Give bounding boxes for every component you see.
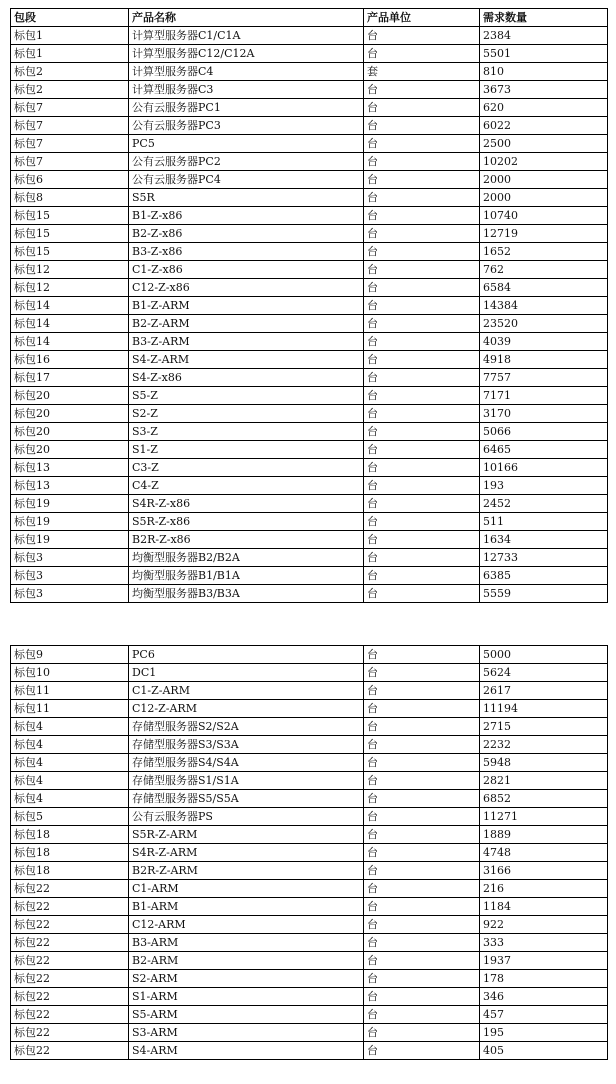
cell-product-name: 公有云服务器PC1 (129, 99, 364, 117)
cell-package: 标包15 (11, 243, 129, 261)
cell-product-name: C12-ARM (129, 916, 364, 934)
table-row (11, 477, 608, 495)
table-row (11, 682, 608, 700)
cell-quantity: 457 (480, 1006, 608, 1024)
table-row (11, 351, 608, 369)
cell-unit: 套 (364, 63, 480, 81)
cell-quantity: 4039 (480, 333, 608, 351)
cell-package: 标包2 (11, 81, 129, 99)
table-row (11, 225, 608, 243)
cell-quantity: 193 (480, 477, 608, 495)
cell-package: 标包1 (11, 45, 129, 63)
table-row (11, 243, 608, 261)
cell-package: 标包7 (11, 135, 129, 153)
table-row (11, 207, 608, 225)
cell-unit: 台 (364, 567, 480, 585)
table-row (11, 81, 608, 99)
cell-quantity: 762 (480, 261, 608, 279)
cell-unit: 台 (364, 189, 480, 207)
table-row (11, 567, 608, 585)
header-product-name: 产品名称 (129, 9, 364, 27)
cell-quantity: 3166 (480, 862, 608, 880)
cell-quantity: 620 (480, 99, 608, 117)
table-row (11, 862, 608, 880)
cell-quantity: 12733 (480, 549, 608, 567)
cell-quantity: 405 (480, 1042, 608, 1060)
cell-unit: 台 (364, 880, 480, 898)
cell-unit: 台 (364, 700, 480, 718)
table-row (11, 646, 608, 664)
cell-product-name: C1-ARM (129, 880, 364, 898)
demand-table-part-1 (10, 8, 607, 603)
cell-product-name: C1-Z-x86 (129, 261, 364, 279)
cell-unit: 台 (364, 477, 480, 495)
cell-unit: 台 (364, 225, 480, 243)
table-row (11, 736, 608, 754)
cell-unit: 台 (364, 754, 480, 772)
cell-product-name: S4-Z-ARM (129, 351, 364, 369)
cell-product-name: S4-ARM (129, 1042, 364, 1060)
cell-product-name: B2-ARM (129, 952, 364, 970)
cell-product-name: S5R (129, 189, 364, 207)
cell-package: 标包22 (11, 1024, 129, 1042)
table-row (11, 315, 608, 333)
cell-product-name: B1-Z-ARM (129, 297, 364, 315)
header-unit: 产品单位 (364, 9, 480, 27)
cell-quantity: 810 (480, 63, 608, 81)
cell-product-name: 均衡型服务器B1/B1A (129, 567, 364, 585)
cell-quantity: 5000 (480, 646, 608, 664)
cell-product-name: B1-ARM (129, 898, 364, 916)
cell-quantity: 2500 (480, 135, 608, 153)
cell-unit: 台 (364, 790, 480, 808)
cell-product-name: B3-Z-ARM (129, 333, 364, 351)
cell-product-name: C12-Z-x86 (129, 279, 364, 297)
table-row (11, 718, 608, 736)
cell-package: 标包4 (11, 754, 129, 772)
cell-product-name: 存储型服务器S3/S3A (129, 736, 364, 754)
cell-product-name: S3-ARM (129, 1024, 364, 1042)
cell-package: 标包3 (11, 549, 129, 567)
cell-quantity: 3170 (480, 405, 608, 423)
cell-package: 标包4 (11, 718, 129, 736)
cell-package: 标包1 (11, 27, 129, 45)
table-row (11, 297, 608, 315)
cell-quantity: 5501 (480, 45, 608, 63)
table-row (11, 333, 608, 351)
cell-unit: 台 (364, 898, 480, 916)
cell-unit: 台 (364, 99, 480, 117)
cell-package: 标包20 (11, 423, 129, 441)
cell-unit: 台 (364, 81, 480, 99)
cell-package: 标包12 (11, 279, 129, 297)
cell-unit: 台 (364, 405, 480, 423)
cell-product-name: B2R-Z-ARM (129, 862, 364, 880)
cell-package: 标包11 (11, 700, 129, 718)
cell-product-name: C1-Z-ARM (129, 682, 364, 700)
cell-package: 标包22 (11, 952, 129, 970)
cell-unit: 台 (364, 495, 480, 513)
cell-product-name: B2-Z-ARM (129, 315, 364, 333)
cell-product-name: S5-ARM (129, 1006, 364, 1024)
table-row (11, 153, 608, 171)
cell-package: 标包7 (11, 117, 129, 135)
table-row (11, 171, 608, 189)
cell-quantity: 10166 (480, 459, 608, 477)
cell-quantity: 1184 (480, 898, 608, 916)
cell-quantity: 4918 (480, 351, 608, 369)
cell-unit: 台 (364, 808, 480, 826)
table-body (11, 646, 608, 1060)
cell-quantity: 14384 (480, 297, 608, 315)
cell-quantity: 1937 (480, 952, 608, 970)
table-row (11, 279, 608, 297)
cell-unit: 台 (364, 862, 480, 880)
table-row (11, 99, 608, 117)
cell-quantity: 195 (480, 1024, 608, 1042)
cell-unit: 台 (364, 531, 480, 549)
cell-quantity: 2232 (480, 736, 608, 754)
cell-unit: 台 (364, 279, 480, 297)
cell-product-name: 计算型服务器C12/C12A (129, 45, 364, 63)
cell-unit: 台 (364, 207, 480, 225)
cell-package: 标包5 (11, 808, 129, 826)
cell-product-name: S4-Z-x86 (129, 369, 364, 387)
cell-product-name: S4R-Z-x86 (129, 495, 364, 513)
cell-product-name: S5R-Z-ARM (129, 826, 364, 844)
cell-unit: 台 (364, 135, 480, 153)
cell-quantity: 5559 (480, 585, 608, 603)
cell-package: 标包22 (11, 880, 129, 898)
cell-package: 标包12 (11, 261, 129, 279)
table-row (11, 988, 608, 1006)
table-row (11, 826, 608, 844)
cell-package: 标包22 (11, 1006, 129, 1024)
table-row (11, 495, 608, 513)
cell-quantity: 4748 (480, 844, 608, 862)
cell-unit: 台 (364, 117, 480, 135)
cell-unit: 台 (364, 441, 480, 459)
cell-package: 标包13 (11, 459, 129, 477)
cell-quantity: 5624 (480, 664, 608, 682)
cell-product-name: 均衡型服务器B3/B3A (129, 585, 364, 603)
cell-quantity: 1889 (480, 826, 608, 844)
cell-package: 标包7 (11, 153, 129, 171)
table-row (11, 45, 608, 63)
cell-product-name: S2-ARM (129, 970, 364, 988)
table-row (11, 387, 608, 405)
table-row (11, 898, 608, 916)
cell-product-name: S1-ARM (129, 988, 364, 1006)
table-row (11, 700, 608, 718)
cell-unit: 台 (364, 549, 480, 567)
cell-product-name: C3-Z (129, 459, 364, 477)
cell-product-name: 计算型服务器C3 (129, 81, 364, 99)
cell-package: 标包4 (11, 772, 129, 790)
table-row (11, 261, 608, 279)
table-row (11, 405, 608, 423)
cell-quantity: 11271 (480, 808, 608, 826)
table-row (11, 790, 608, 808)
cell-unit: 台 (364, 315, 480, 333)
cell-package: 标包20 (11, 387, 129, 405)
table-row (11, 934, 608, 952)
cell-quantity: 333 (480, 934, 608, 952)
table-row (11, 1024, 608, 1042)
cell-product-name: S1-Z (129, 441, 364, 459)
cell-unit: 台 (364, 171, 480, 189)
cell-quantity: 10202 (480, 153, 608, 171)
cell-quantity: 216 (480, 880, 608, 898)
cell-product-name: S3-Z (129, 423, 364, 441)
table-row (11, 423, 608, 441)
cell-package: 标包14 (11, 315, 129, 333)
cell-unit: 台 (364, 736, 480, 754)
cell-quantity: 2000 (480, 171, 608, 189)
cell-package: 标包20 (11, 441, 129, 459)
cell-product-name: 计算型服务器C4 (129, 63, 364, 81)
cell-product-name: 公有云服务器PC2 (129, 153, 364, 171)
table-row (11, 1006, 608, 1024)
header-quantity: 需求数量 (480, 9, 608, 27)
table-row (11, 664, 608, 682)
cell-unit: 台 (364, 45, 480, 63)
cell-package: 标包4 (11, 790, 129, 808)
cell-package: 标包20 (11, 405, 129, 423)
cell-unit: 台 (364, 243, 480, 261)
cell-quantity: 6385 (480, 567, 608, 585)
cell-product-name: 计算型服务器C1/C1A (129, 27, 364, 45)
cell-package: 标包6 (11, 171, 129, 189)
cell-quantity: 11194 (480, 700, 608, 718)
cell-product-name: S5-Z (129, 387, 364, 405)
cell-unit: 台 (364, 423, 480, 441)
cell-quantity: 3673 (480, 81, 608, 99)
cell-package: 标包3 (11, 585, 129, 603)
cell-product-name: 公有云服务器PC3 (129, 117, 364, 135)
table-row (11, 772, 608, 790)
cell-quantity: 10740 (480, 207, 608, 225)
cell-product-name: S2-Z (129, 405, 364, 423)
cell-unit: 台 (364, 351, 480, 369)
cell-unit: 台 (364, 297, 480, 315)
cell-package: 标包16 (11, 351, 129, 369)
cell-package: 标包14 (11, 297, 129, 315)
cell-product-name: 公有云服务器PS (129, 808, 364, 826)
cell-quantity: 6022 (480, 117, 608, 135)
cell-package: 标包22 (11, 934, 129, 952)
table-row (11, 916, 608, 934)
demand-table-part-2 (10, 645, 607, 1060)
cell-package: 标包15 (11, 207, 129, 225)
cell-package: 标包4 (11, 736, 129, 754)
cell-product-name: B3-Z-x86 (129, 243, 364, 261)
cell-unit: 台 (364, 934, 480, 952)
cell-unit: 台 (364, 153, 480, 171)
cell-package: 标包22 (11, 988, 129, 1006)
cell-product-name: PC5 (129, 135, 364, 153)
cell-package: 标包14 (11, 333, 129, 351)
cell-unit: 台 (364, 1042, 480, 1060)
cell-quantity: 178 (480, 970, 608, 988)
cell-unit: 台 (364, 970, 480, 988)
cell-quantity: 2452 (480, 495, 608, 513)
table-row (11, 808, 608, 826)
cell-unit: 台 (364, 333, 480, 351)
cell-quantity: 1634 (480, 531, 608, 549)
cell-product-name: S5R-Z-x86 (129, 513, 364, 531)
header-package: 包段 (11, 9, 129, 27)
demand-table (10, 8, 608, 603)
cell-quantity: 12719 (480, 225, 608, 243)
table-row (11, 531, 608, 549)
cell-quantity: 7757 (480, 369, 608, 387)
cell-package: 标包18 (11, 844, 129, 862)
cell-product-name: C4-Z (129, 477, 364, 495)
header-row (11, 9, 608, 27)
cell-unit: 台 (364, 387, 480, 405)
cell-product-name: DC1 (129, 664, 364, 682)
cell-product-name: PC6 (129, 646, 364, 664)
cell-quantity: 2715 (480, 718, 608, 736)
cell-unit: 台 (364, 916, 480, 934)
cell-package: 标包19 (11, 513, 129, 531)
table-row (11, 970, 608, 988)
cell-package: 标包18 (11, 862, 129, 880)
cell-unit: 台 (364, 682, 480, 700)
cell-unit: 台 (364, 27, 480, 45)
cell-quantity: 6584 (480, 279, 608, 297)
table-row (11, 441, 608, 459)
cell-quantity: 1652 (480, 243, 608, 261)
table-body (11, 9, 608, 603)
cell-product-name: 存储型服务器S1/S1A (129, 772, 364, 790)
cell-quantity: 346 (480, 988, 608, 1006)
cell-unit: 台 (364, 513, 480, 531)
cell-package: 标包22 (11, 1042, 129, 1060)
cell-quantity: 922 (480, 916, 608, 934)
cell-quantity: 511 (480, 513, 608, 531)
table-row (11, 189, 608, 207)
cell-quantity: 23520 (480, 315, 608, 333)
cell-quantity: 2000 (480, 189, 608, 207)
cell-quantity: 6465 (480, 441, 608, 459)
cell-quantity: 2617 (480, 682, 608, 700)
cell-package: 标包19 (11, 495, 129, 513)
cell-quantity: 5948 (480, 754, 608, 772)
cell-unit: 台 (364, 585, 480, 603)
table-row (11, 952, 608, 970)
cell-package: 标包22 (11, 916, 129, 934)
table-row (11, 549, 608, 567)
table-row (11, 135, 608, 153)
cell-unit: 台 (364, 952, 480, 970)
cell-package: 标包22 (11, 970, 129, 988)
table-row (11, 880, 608, 898)
cell-quantity: 5066 (480, 423, 608, 441)
table-row (11, 63, 608, 81)
cell-unit: 台 (364, 261, 480, 279)
cell-unit: 台 (364, 826, 480, 844)
table-row (11, 513, 608, 531)
cell-package: 标包19 (11, 531, 129, 549)
cell-package: 标包11 (11, 682, 129, 700)
cell-unit: 台 (364, 646, 480, 664)
table-row (11, 844, 608, 862)
cell-package: 标包13 (11, 477, 129, 495)
table-row (11, 27, 608, 45)
cell-product-name: 存储型服务器S4/S4A (129, 754, 364, 772)
cell-package: 标包2 (11, 63, 129, 81)
cell-quantity: 2384 (480, 27, 608, 45)
cell-unit: 台 (364, 844, 480, 862)
cell-product-name: B1-Z-x86 (129, 207, 364, 225)
cell-product-name: 公有云服务器PC4 (129, 171, 364, 189)
table-row (11, 117, 608, 135)
cell-product-name: B3-ARM (129, 934, 364, 952)
cell-quantity: 2821 (480, 772, 608, 790)
cell-product-name: C12-Z-ARM (129, 700, 364, 718)
cell-unit: 台 (364, 664, 480, 682)
cell-unit: 台 (364, 1024, 480, 1042)
cell-quantity: 6852 (480, 790, 608, 808)
cell-package: 标包22 (11, 898, 129, 916)
cell-package: 标包8 (11, 189, 129, 207)
table-row (11, 369, 608, 387)
cell-unit: 台 (364, 988, 480, 1006)
cell-package: 标包17 (11, 369, 129, 387)
cell-unit: 台 (364, 718, 480, 736)
table-row (11, 585, 608, 603)
cell-package: 标包18 (11, 826, 129, 844)
cell-product-name: S4R-Z-ARM (129, 844, 364, 862)
cell-unit: 台 (364, 772, 480, 790)
cell-quantity: 7171 (480, 387, 608, 405)
table-row (11, 459, 608, 477)
table-row (11, 1042, 608, 1060)
cell-product-name: 均衡型服务器B2/B2A (129, 549, 364, 567)
cell-package: 标包7 (11, 99, 129, 117)
cell-product-name: 存储型服务器S5/S5A (129, 790, 364, 808)
demand-table-continued (10, 645, 608, 1060)
cell-unit: 台 (364, 369, 480, 387)
cell-product-name: B2-Z-x86 (129, 225, 364, 243)
cell-package: 标包9 (11, 646, 129, 664)
table-row (11, 754, 608, 772)
cell-product-name: 存储型服务器S2/S2A (129, 718, 364, 736)
cell-unit: 台 (364, 1006, 480, 1024)
cell-package: 标包10 (11, 664, 129, 682)
cell-package: 标包15 (11, 225, 129, 243)
cell-unit: 台 (364, 459, 480, 477)
cell-package: 标包3 (11, 567, 129, 585)
cell-product-name: B2R-Z-x86 (129, 531, 364, 549)
